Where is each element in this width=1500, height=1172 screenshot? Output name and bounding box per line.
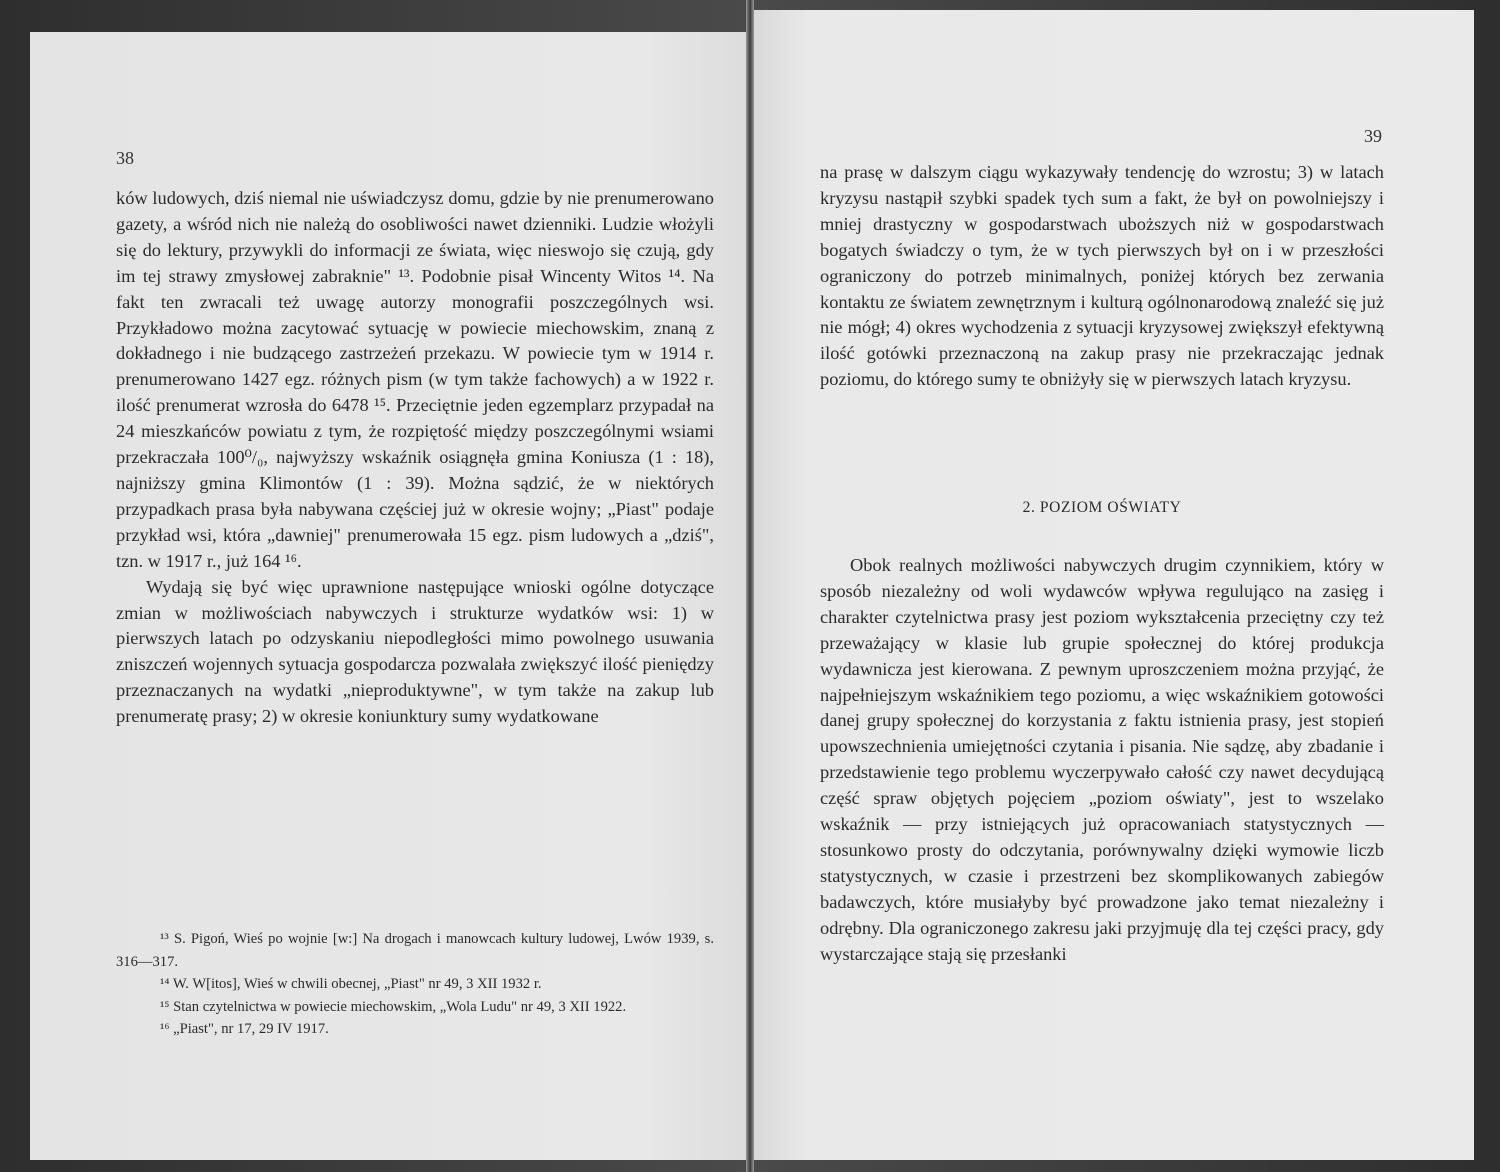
footnotes: [116, 928, 714, 1041]
footnote-15: ¹⁵ Stan czytelnictwa w powiecie miechowskim, „Wola Ludu" nr 49, 3 XII 1922.: [160, 998, 627, 1015]
right-body-text-bottom: [820, 553, 1384, 968]
footnote-16: ¹⁶ „Piast", nr 17, 29 IV 1917.: [160, 1021, 329, 1038]
footnote-13: ¹³ S. Pigoń, Wieś po wojnie [w:] Na drogach i manowcach kultury ludowej, Lwów 1939, s. 316—317.: [116, 931, 714, 970]
right-body-text-top: [820, 160, 1384, 393]
left-paragraph-1: ków ludowych, dziś niemal nie uświadczysz domu, gdzie by nie prenumerowano gazety, a wśród nich nie należą do osobliwości nawet dzienniki. Ludzie włożyli się do lektury, przywykli do informacji ze świata, więc nieswojo się czują, gdy im tej strawy zmysłowej zabraknie" ¹³. Podobnie pisał Wincenty Witos ¹⁴. Na fakt ten zwracali też uwagę autorzy monografii poszczególnych wsi. Przykładowo można zacytować sytuację w powiecie miechowskim, znaną z dokładnego i nie budzącego zastrzeżeń przekazu. W powiecie tym w 1914 r. prenumerowano 1427 egz. różnych pism (w tym także fachowych) a w 1922 r. ilość prenumerat wzrosła do 6478 ¹⁵. Przeciętnie jeden egzemplarz przypadał na 24 mieszkańców powiatu z tym, że rozpiętość między poszczególnymi wsiami przekraczała 100⁰/₀, najwyższy wskaźnik osiągnęła gmina Koniusza (1 : 18), najniższy gmina Klimontów (1 : 39). Można sądzić, że w niektórych przypadkach prasa była nabywana częściej już w okresie wojny; „Piast" podaje przykład wsi, która „dawniej" prenumerowała 15 egz. pism ludowych a „dziś", tzn. w 1917 r., już 164 ¹⁶.: [116, 188, 714, 571]
right-page: [752, 10, 1474, 1160]
left-body-text: [116, 186, 714, 730]
left-page: [30, 32, 748, 1160]
section-heading: 2. POZIOM OŚWIATY: [1022, 499, 1182, 516]
book-gutter: [746, 0, 754, 1172]
right-paragraph-1: na prasę w dalszym ciągu wykazywały tendencję do wzrostu; 3) w latach kryzysu nastąpił szybki spadek tych sum a fakt, że był on powolniejszy i mniej drastyczny w gospodarstwach uboższych niż w gospodarstwach bogatych świadczy o tym, że w tych pierwszych był on i w przeszłości ograniczony do potrzeb minimalnych, poniżej których bez zerwania kontaktu ze światem zewnętrznym i kulturą ogólnonarodową znaleźć się już nie mógł; 4) okres wychodzenia z sytuacji kryzysowej zwiększył efektywną ilość gotówki przeznaczoną na zakup prasy nie przekraczając jednak poziomu, do którego sumy te obniżyły się w pierwszych latach kryzysu.: [820, 162, 1384, 390]
footnote-14: ¹⁴ W. W[itos], Wieś w chwili obecnej, „Piast" nr 49, 3 XII 1932 r.: [160, 976, 542, 993]
right-paragraph-2: Obok realnych możliwości nabywczych drugim czynnikiem, który w sposób niezależny od woli wydawców wpływa regulująco na zasięg i charakter czytelnictwa prasy jest poziom wykształcenia przeciętny czy też przeważający w klasie lub grupie społecznej do której produkcja wydawnicza jest kierowana. Z pewnym uproszczeniem można przyjąć, że najpełniejszym wskaźnikiem tego poziomu, a więc wskaźnikiem gotowości danej grupy społecznej do korzystania z faktu istnienia prasy, jest stopień upowszechnienia umiejętności czytania i pisania. Nie sądzę, aby zbadanie i przedstawienie tego problemu wyczerpywało całość czy nawet decydującą część spraw objętych pojęciem „poziom oświaty", jest to wszelako wskaźnik — przy istniejących już opracowaniach statystycznych — stosunkowo prosty do odczytania, porównywalny dzięki wymowie liczb statystycznych, w czasie i przestrzeni bez skomplikowanych zabiegów badawczych, które musiałyby być prowadzone jako temat niezależny i odrębny. Dla ograniczonego zakresu jaki przyjmuję dla tej części pracy, gdy wystarczające stają się przesłanki: [820, 555, 1384, 964]
page-number-left: 38: [116, 148, 134, 168]
left-paragraph-2: Wydają się być więc uprawnione następujące wnioski ogólne dotyczące zmian w możliwościach nabywczych i strukturze wydatków wsi: 1) w pierwszych latach po odzyskaniu niepodległości mimo powolnego usuwania zniszczeń wojennych sytuacja gospodarcza pozwalała zwiększyć ilość pieniędzy przeznaczanych na wydatki „nieproduktywne", w tym także na zakup lub prenumeratę prasy; 2) w okresie koniunktury sumy wydatkowane: [116, 576, 714, 727]
page-number-right: 39: [1364, 126, 1382, 146]
